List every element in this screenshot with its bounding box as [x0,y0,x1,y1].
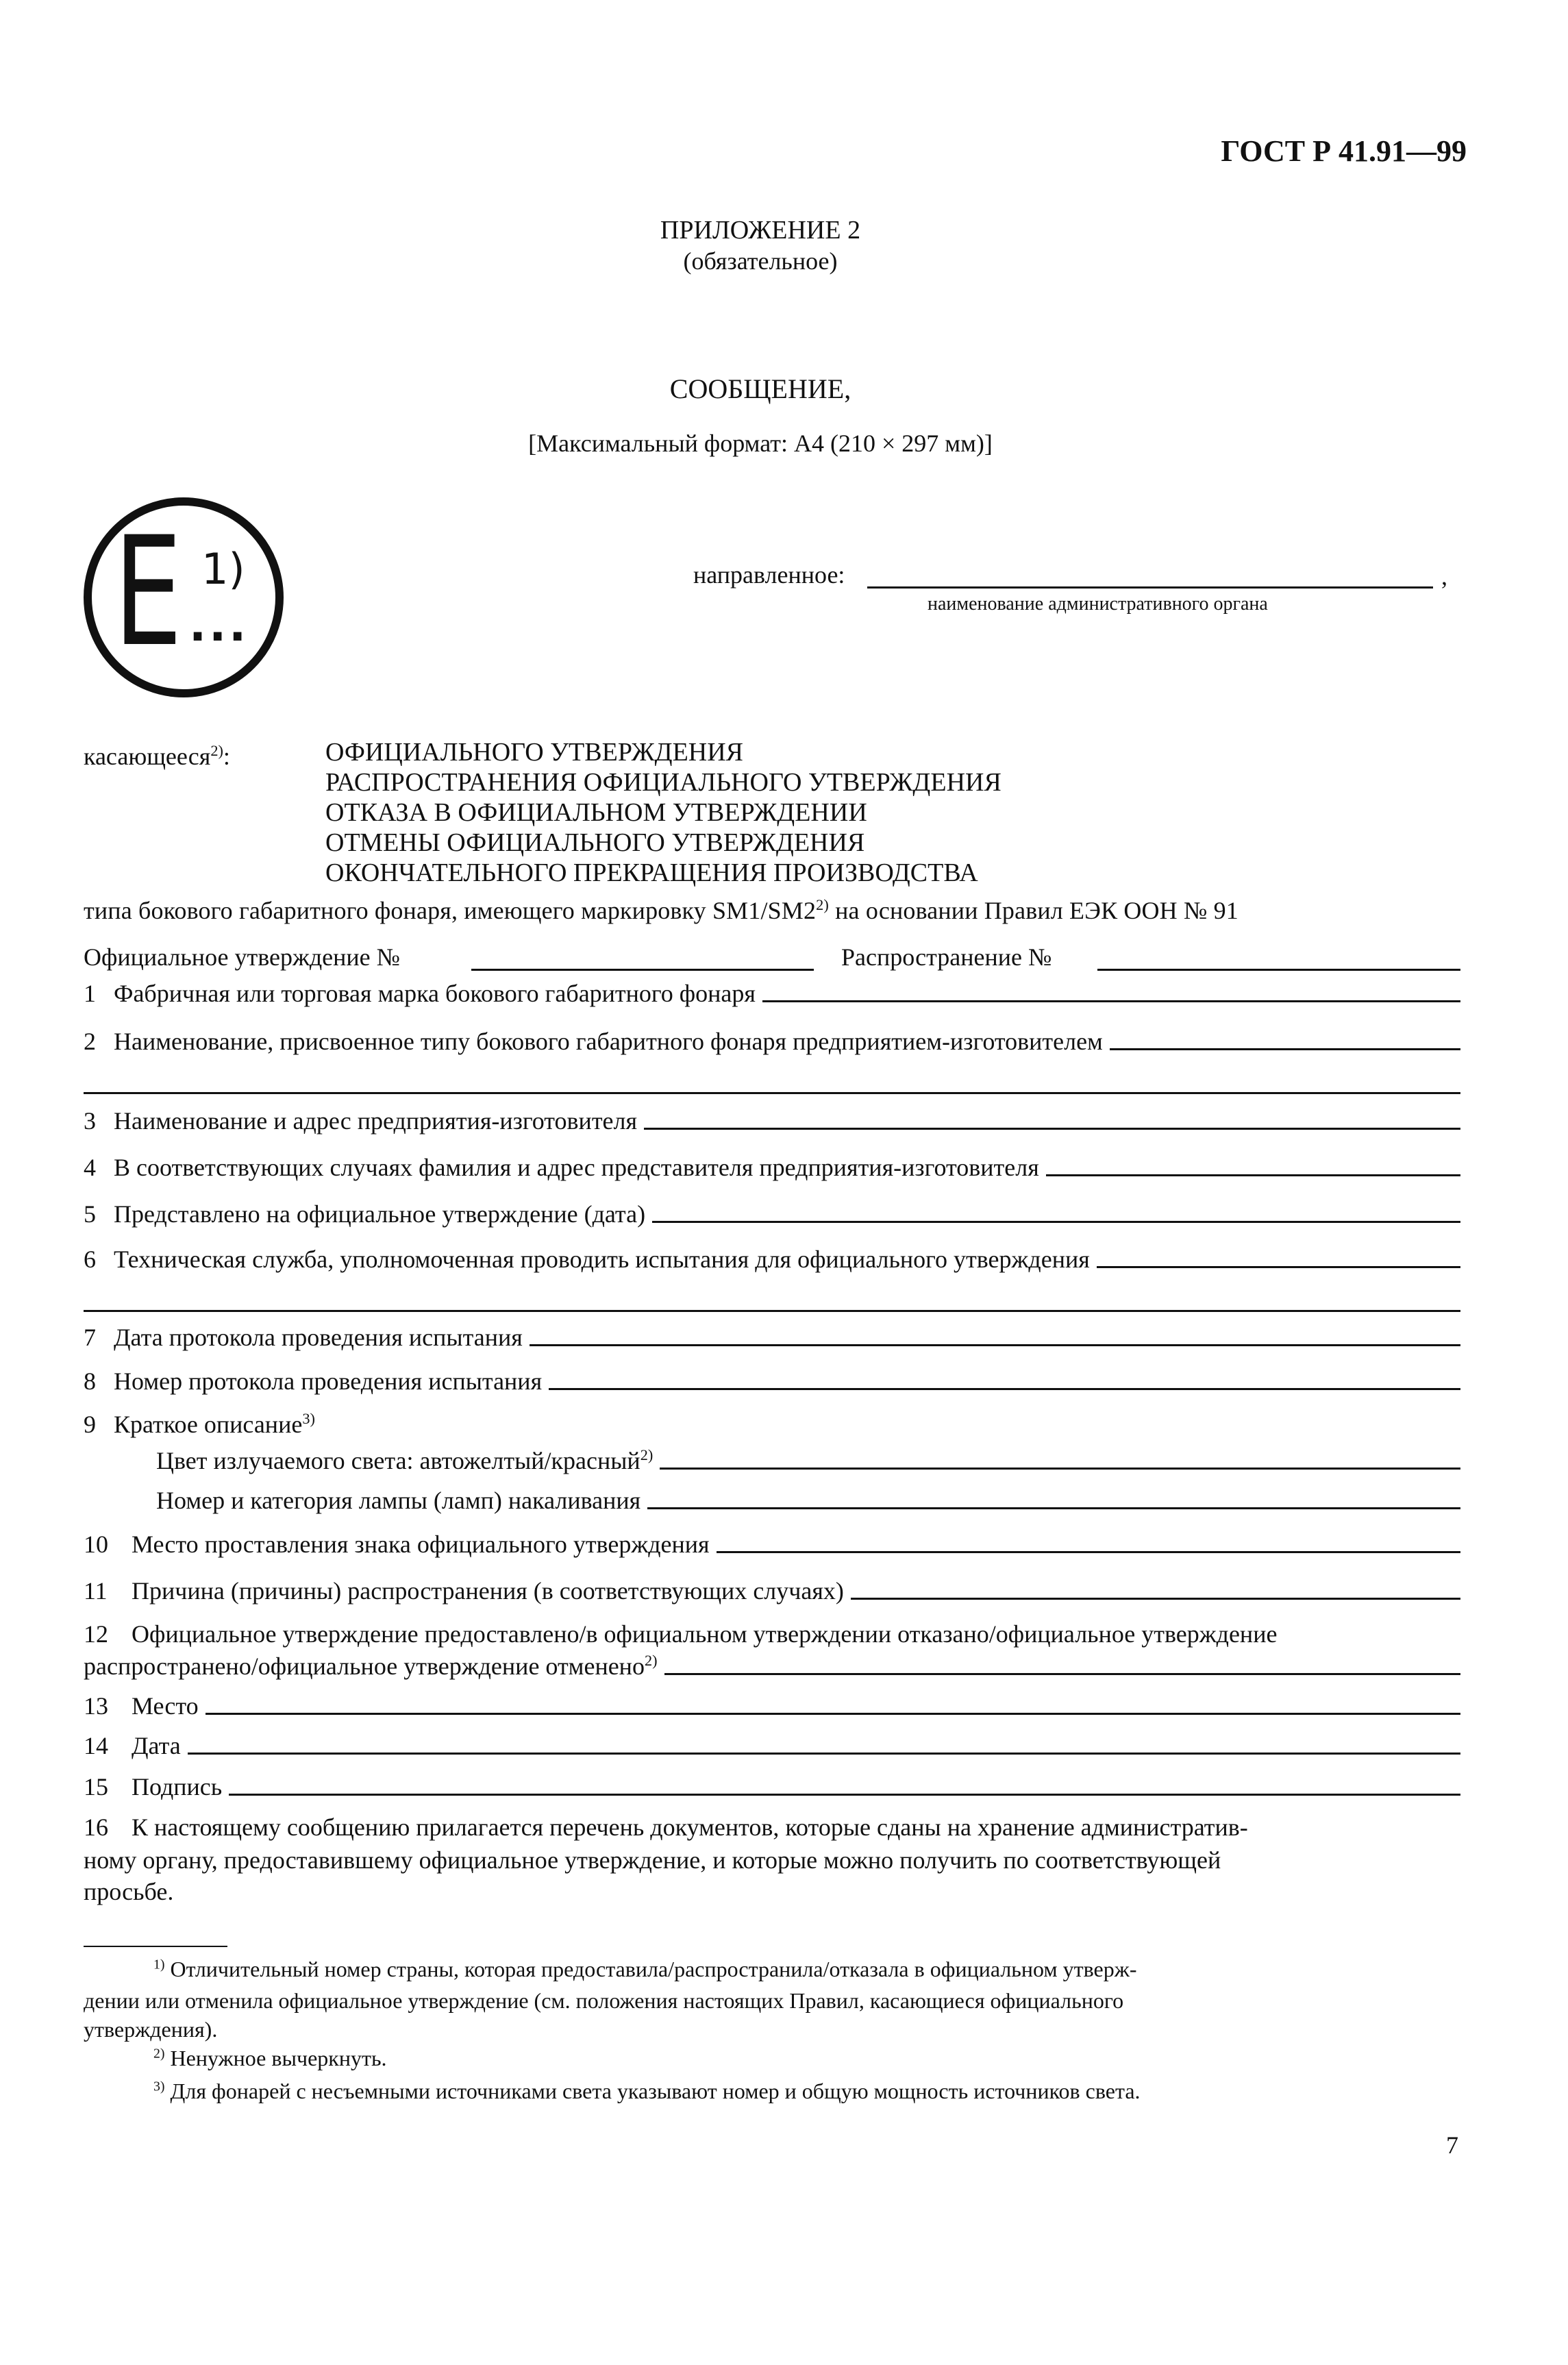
item-text: Цвет излучаемого света: автожелтый/красный [156,1447,640,1474]
communication-title: СООБЩЕНИЕ, [669,373,851,404]
footnote-text: Ненужное вычеркнуть. [170,2046,387,2070]
item-number: 11 [84,1577,108,1605]
item-text: Номер протокола проведения испытания [114,1367,543,1395]
item-number: 12 [84,1620,108,1648]
item-7-field[interactable] [530,1344,1460,1346]
issued-by-label: направленное: [693,561,845,589]
item-10-row [84,1531,1460,1558]
item-8-row [84,1367,1460,1395]
item-text: В соответствующих случаях фамилия и адрес представителя предприятия-изготовителя [114,1154,1039,1181]
concerning-label-text: касающееся [84,743,211,770]
item-14-field[interactable] [188,1753,1460,1755]
item-12-row [84,1652,1460,1680]
item-text: Фабричная или торговая марка бокового габаритного фонаря [114,980,756,1007]
footnote-mark: 2) [153,2046,165,2061]
standard-id: ГОСТ Р 41.91—99 [1221,134,1467,168]
item-number: 4 [84,1154,96,1181]
item-6-field[interactable] [1097,1266,1460,1268]
item-text: Наименование, присвоенное типу бокового габаритного фонаря предприятием-изготовителем [114,1028,1103,1055]
item-sup: 2) [640,1446,654,1463]
item-5-row [84,1200,1460,1228]
item-text: Дата протокола проведения испытания [114,1324,523,1351]
concerning-option[interactable]: ОФИЦИАЛЬНОГО УТВЕРЖДЕНИЯ [325,738,744,767]
item-label [84,1107,644,1135]
item-9-color-row [156,1447,1460,1474]
concerning-option[interactable]: ОКОНЧАТЕЛЬНОГО ПРЕКРАЩЕНИЯ ПРОИЗВОДСТВА [325,858,978,887]
approval-number-field[interactable] [471,969,814,971]
item-6-field-continuation[interactable] [84,1310,1460,1312]
item-text: Место проставления знака официального утверждения [132,1531,710,1558]
item-label [156,1487,647,1514]
item-number: 7 [84,1324,96,1351]
item-3-field[interactable] [644,1128,1460,1130]
issued-by-field[interactable] [867,586,1433,589]
item-label [84,980,762,1007]
item-16-line-2: ному органу, предоставившему официальное утверждение, и которые можно получить по соответствующей [84,1846,1221,1874]
item-15-field[interactable] [229,1794,1460,1796]
item-text: Подпись [132,1773,223,1800]
footnote-mark: 1) [153,1957,165,1972]
concerning-label [84,742,230,771]
footnote-text: Отличительный номер страны, которая предоставила/распространила/отказала в официальном утверж- [170,1957,1137,1981]
item-7-row [84,1324,1460,1351]
item-label [84,1324,530,1351]
item-label [156,1447,660,1474]
extension-number-label: Распространение № [841,943,1052,971]
item-text: Наименование и адрес предприятия-изготовителя [114,1107,638,1135]
item-11-row [84,1577,1460,1605]
item-16-line-1 [84,1813,1248,1842]
item-number: 10 [84,1531,108,1558]
footnote-1-line-1 [153,1957,1137,1982]
item-label [84,1652,664,1680]
page-number: 7 [1446,2131,1458,2159]
item-8-field[interactable] [549,1388,1460,1390]
item-13-row [84,1692,1460,1720]
item-number: 2 [84,1028,96,1055]
issued-by-caption: наименование административного органа [928,593,1268,615]
footnote-1-line-3: утверждения). [84,2017,218,2042]
concerning-label-sup: 2) [210,742,223,759]
footnote-2 [153,2046,387,2071]
footnote-text: Для фонарей с несъемными источниками света указывают номер и общую мощность источников света. [170,2079,1141,2103]
item-16-line-3: просьбе. [84,1878,174,1905]
item-12-field[interactable] [664,1673,1460,1675]
footnote-1-line-2: дении или отменила официальное утверждение (см. положения настоящих Правил, касающиеся официального [84,1988,1124,2013]
item-number: 1 [84,980,96,1007]
approval-mark-circle-icon [81,495,286,700]
type-line-text: типа бокового габаритного фонаря, имеющего маркировку SM1/SM2 [84,897,817,924]
type-line-text-after: на основании Правил ЕЭК ООН № 91 [828,897,1239,924]
item-number: 13 [84,1692,108,1720]
item-text: Дата [132,1732,181,1759]
footnote-separator [84,1946,227,1947]
item-text: Официальное утверждение предоставлено/в официальном утверждении отказано/официальное утверждение [132,1620,1278,1648]
item-sup: 2) [644,1652,658,1669]
item-label [84,1028,1110,1055]
item-2-field-continuation[interactable] [84,1092,1460,1094]
item-label [84,1246,1097,1273]
item-number: 8 [84,1367,96,1395]
item-number: 5 [84,1200,96,1228]
item-4-row [84,1154,1460,1181]
item-text: Представлено на официальное утверждение (дата) [114,1200,646,1228]
item-5-field[interactable] [652,1221,1460,1223]
issued-by-comma: , [1441,562,1447,590]
item-14-row [84,1732,1460,1759]
format-note: [Максимальный формат: А4 (210 × 297 мм)] [528,430,993,457]
item-number: 14 [84,1732,108,1759]
item-13-field[interactable] [206,1713,1460,1715]
item-label [84,1773,229,1800]
item-text: Техническая служба, уполномоченная проводить испытания для официального утверждения [114,1246,1090,1273]
item-label [84,1577,851,1605]
footnote-mark: 3) [153,2079,165,2094]
item-2-field[interactable] [1110,1048,1460,1050]
mark-letter: E [114,504,183,680]
concerning-option[interactable]: ОТМЕНЫ ОФИЦИАЛЬНОГО УТВЕРЖДЕНИЯ [325,828,865,857]
item-1-row [84,980,1460,1007]
item-text: Причина (причины) распространения (в соответствующих случаях) [132,1577,844,1605]
item-text: Номер и категория лампы (ламп) накаливания [156,1487,641,1514]
item-label [84,1531,717,1558]
item-text: Место [132,1692,199,1720]
item-text: распространено/официальное утверждение отменено [84,1652,645,1680]
item-label [84,1732,188,1759]
type-line [84,896,1460,925]
item-3-row [84,1107,1460,1135]
item-label [84,1367,549,1395]
extension-number-field[interactable] [1097,969,1460,971]
concerning-label-colon: : [223,743,230,770]
item-number: 15 [84,1773,108,1800]
item-15-row [84,1773,1460,1800]
item-text: Краткое описание [114,1411,303,1438]
annex-status: (обязательное) [683,247,838,275]
approval-mark-e [81,495,286,700]
item-9-label [84,1410,315,1439]
item-10-field[interactable] [717,1551,1460,1553]
item-2-row [84,1028,1460,1055]
item-4-field[interactable] [1046,1174,1460,1176]
mark-superscript: 1) [201,544,245,594]
item-number: 6 [84,1246,96,1273]
concerning-option[interactable]: РАСПРОСТРАНЕНИЯ ОФИЦИАЛЬНОГО УТВЕРЖДЕНИЯ [325,768,1001,797]
item-number: 16 [84,1813,108,1841]
item-9-lamp-field[interactable] [647,1507,1460,1509]
item-label [84,1200,652,1228]
item-sup: 3) [302,1410,315,1427]
item-label [84,1154,1046,1181]
item-label [84,1692,206,1720]
item-11-field[interactable] [851,1598,1460,1600]
annex-title: ПРИЛОЖЕНИЕ 2 [660,216,861,245]
item-6-row [84,1246,1460,1273]
approval-number-label: Официальное утверждение № [84,943,401,971]
item-1-field[interactable] [762,1000,1460,1002]
item-12-line-1 [84,1620,1277,1648]
item-9-color-field[interactable] [660,1468,1460,1470]
item-number: 9 [84,1411,96,1438]
footnote-3 [153,2079,1141,2104]
mark-dots: ... [189,599,249,652]
concerning-option[interactable]: ОТКАЗА В ОФИЦИАЛЬНОМ УТВЕРЖДЕНИИ [325,798,867,827]
item-number: 3 [84,1107,96,1135]
item-9-lamp-row [156,1487,1460,1514]
type-line-sup: 2) [816,896,829,913]
item-text: К настоящему сообщению прилагается перечень документов, которые сданы на хранение административ- [132,1813,1248,1841]
